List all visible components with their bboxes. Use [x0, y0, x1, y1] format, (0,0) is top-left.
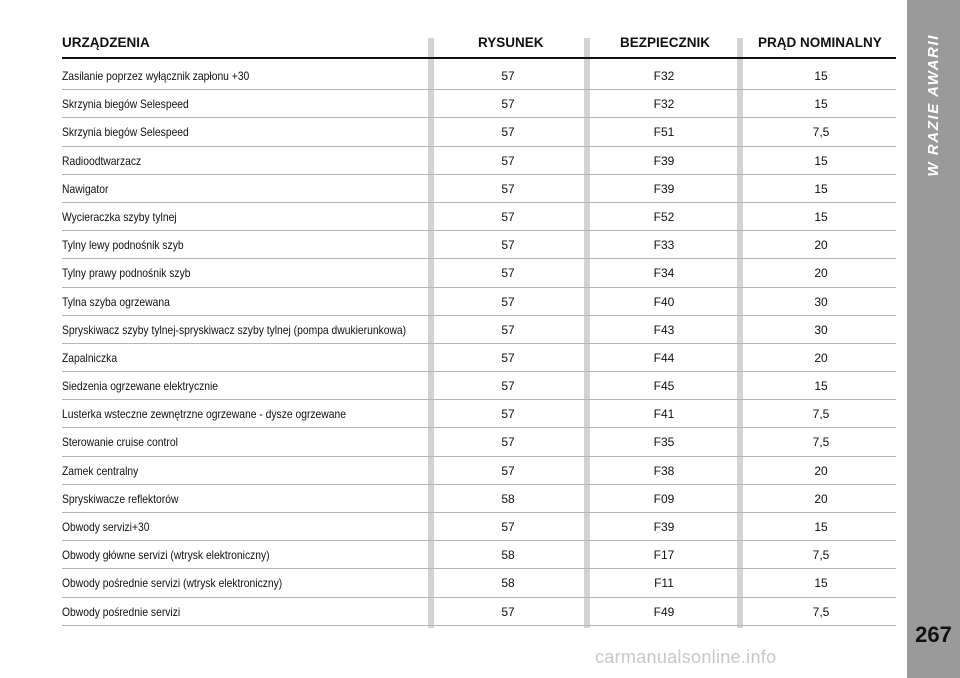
header-current: PRĄD NOMINALNY — [758, 35, 882, 50]
cell-current: 15 — [814, 379, 828, 394]
table-row — [62, 316, 896, 344]
cell-current: 7,5 — [812, 604, 830, 619]
section-title — [907, 25, 960, 185]
cell-figure: 57 — [501, 604, 515, 619]
cell-current: 7,5 — [812, 407, 830, 422]
cell-current: 7,5 — [812, 125, 830, 140]
table-row — [62, 118, 896, 146]
cell-figure: 57 — [501, 322, 515, 337]
cell-current: 15 — [814, 153, 828, 168]
cell-device: Zamek centralny — [62, 463, 139, 478]
cell-device: Obwody pośrednie servizi — [62, 604, 181, 619]
cell-current: 7,5 — [812, 548, 830, 563]
table-row — [62, 598, 896, 626]
cell-figure: 57 — [501, 379, 515, 394]
cell-figure: 57 — [501, 407, 515, 422]
cell-fuse: F11 — [654, 576, 674, 591]
cell-current: 20 — [814, 491, 828, 506]
table-row — [62, 62, 896, 90]
cell-figure: 57 — [501, 520, 515, 534]
cell-device: Obwody pośrednie servizi (wtrysk elektroniczny) — [62, 576, 283, 591]
cell-current: 15 — [814, 181, 828, 196]
page-number: 267 — [915, 622, 952, 647]
cell-current: 15 — [814, 209, 828, 224]
table-row — [62, 147, 896, 175]
cell-figure: 57 — [501, 350, 515, 365]
header-rule — [62, 57, 896, 59]
cell-device: Siedzenia ogrzewane elektrycznie — [62, 379, 219, 394]
table-row — [62, 400, 896, 428]
cell-fuse: F43 — [653, 322, 675, 337]
table-row — [62, 259, 896, 287]
cell-fuse: F39 — [653, 520, 675, 534]
cell-current: 30 — [814, 294, 828, 309]
cell-figure: 58 — [501, 548, 515, 563]
cell-fuse: F09 — [653, 491, 675, 506]
cell-figure: 57 — [501, 153, 515, 168]
cell-figure: 57 — [501, 209, 515, 224]
cell-figure: 57 — [501, 97, 515, 112]
cell-figure: 57 — [501, 69, 515, 83]
cell-fuse: F17 — [653, 548, 675, 563]
cell-fuse: F45 — [653, 379, 675, 394]
cell-fuse: F35 — [653, 435, 675, 450]
table-row — [62, 175, 896, 203]
cell-device: Tylna szyba ogrzewana — [62, 294, 170, 309]
cell-current: 15 — [814, 69, 828, 83]
cell-figure: 57 — [501, 294, 515, 309]
cell-device: Spryskiwacz szyby tylnej-spryskiwacz szyby tylnej (pompa dwukierunkowa) — [62, 322, 407, 337]
table-row — [62, 344, 896, 372]
cell-fuse: F33 — [653, 238, 675, 253]
cell-figure: 57 — [501, 463, 515, 478]
header-fuse: BEZPIECZNIK — [620, 35, 711, 50]
cell-figure: 57 — [501, 125, 515, 140]
cell-fuse: F41 — [653, 407, 675, 422]
section-sidebar — [907, 0, 960, 678]
cell-fuse: F44 — [653, 350, 675, 365]
watermark: carmanualsonline.info — [595, 647, 777, 667]
cell-current: 20 — [814, 350, 828, 365]
table-row — [62, 541, 896, 569]
cell-figure: 58 — [501, 491, 515, 506]
cell-device: Skrzynia biegów Selespeed — [62, 125, 189, 140]
header-device: URZĄDZENIA — [62, 35, 150, 50]
table-row — [62, 428, 896, 456]
table-row — [62, 203, 896, 231]
cell-device: Skrzynia biegów Selespeed — [62, 97, 189, 112]
cell-fuse: F39 — [653, 181, 675, 196]
table-row — [62, 288, 896, 316]
table-row — [62, 569, 896, 597]
cell-fuse: F49 — [653, 604, 675, 619]
cell-device: Wycieraczka szyby tylnej — [62, 209, 177, 224]
header-figure: RYSUNEK — [478, 35, 544, 50]
cell-device: Radioodtwarzacz — [62, 153, 142, 168]
fuse-table — [62, 62, 896, 626]
cell-current: 15 — [814, 97, 828, 112]
cell-current: 20 — [814, 266, 828, 281]
table-row — [62, 372, 896, 400]
cell-current: 7,5 — [812, 435, 830, 450]
cell-current: 20 — [814, 463, 828, 478]
cell-device: Obwody servizi+30 — [62, 520, 150, 534]
cell-fuse: F38 — [653, 463, 675, 478]
cell-device: Zapalniczka — [62, 350, 118, 365]
cell-figure: 57 — [501, 435, 515, 450]
table-row — [62, 90, 896, 118]
cell-device: Obwody główne servizi (wtrysk elektroniczny) — [62, 548, 270, 563]
cell-current: 15 — [814, 576, 828, 591]
cell-device: Nawigator — [62, 181, 109, 196]
cell-device: Sterowanie cruise control — [62, 435, 178, 450]
cell-current: 15 — [814, 520, 828, 534]
cell-fuse: F32 — [653, 69, 675, 83]
cell-current: 30 — [814, 322, 828, 337]
cell-device: Spryskiwacze reflektorów — [62, 491, 179, 506]
cell-figure: 57 — [501, 181, 515, 196]
cell-device: Tylny prawy podnośnik szyb — [62, 266, 191, 281]
table-row — [62, 457, 896, 485]
table-row — [62, 485, 896, 513]
cell-fuse: F34 — [653, 266, 675, 281]
cell-device: Tylny lewy podnośnik szyb — [62, 238, 184, 253]
cell-fuse: F39 — [653, 153, 675, 168]
section-title-text: W RAZIE AWARII — [925, 33, 942, 177]
cell-fuse: F51 — [653, 125, 675, 140]
cell-figure: 57 — [501, 266, 515, 281]
cell-device: Zasilanie poprzez wyłącznik zapłonu +30 — [62, 69, 250, 83]
table-row — [62, 231, 896, 259]
cell-device: Lusterka wsteczne zewnętrzne ogrzewane - dysze ogrzewane — [62, 407, 346, 422]
cell-figure: 58 — [501, 576, 515, 591]
cell-fuse: F40 — [653, 294, 675, 309]
cell-current: 20 — [814, 238, 828, 253]
cell-fuse: F52 — [653, 209, 675, 224]
cell-figure: 57 — [501, 238, 515, 253]
table-row — [62, 513, 896, 541]
cell-fuse: F32 — [653, 97, 675, 112]
